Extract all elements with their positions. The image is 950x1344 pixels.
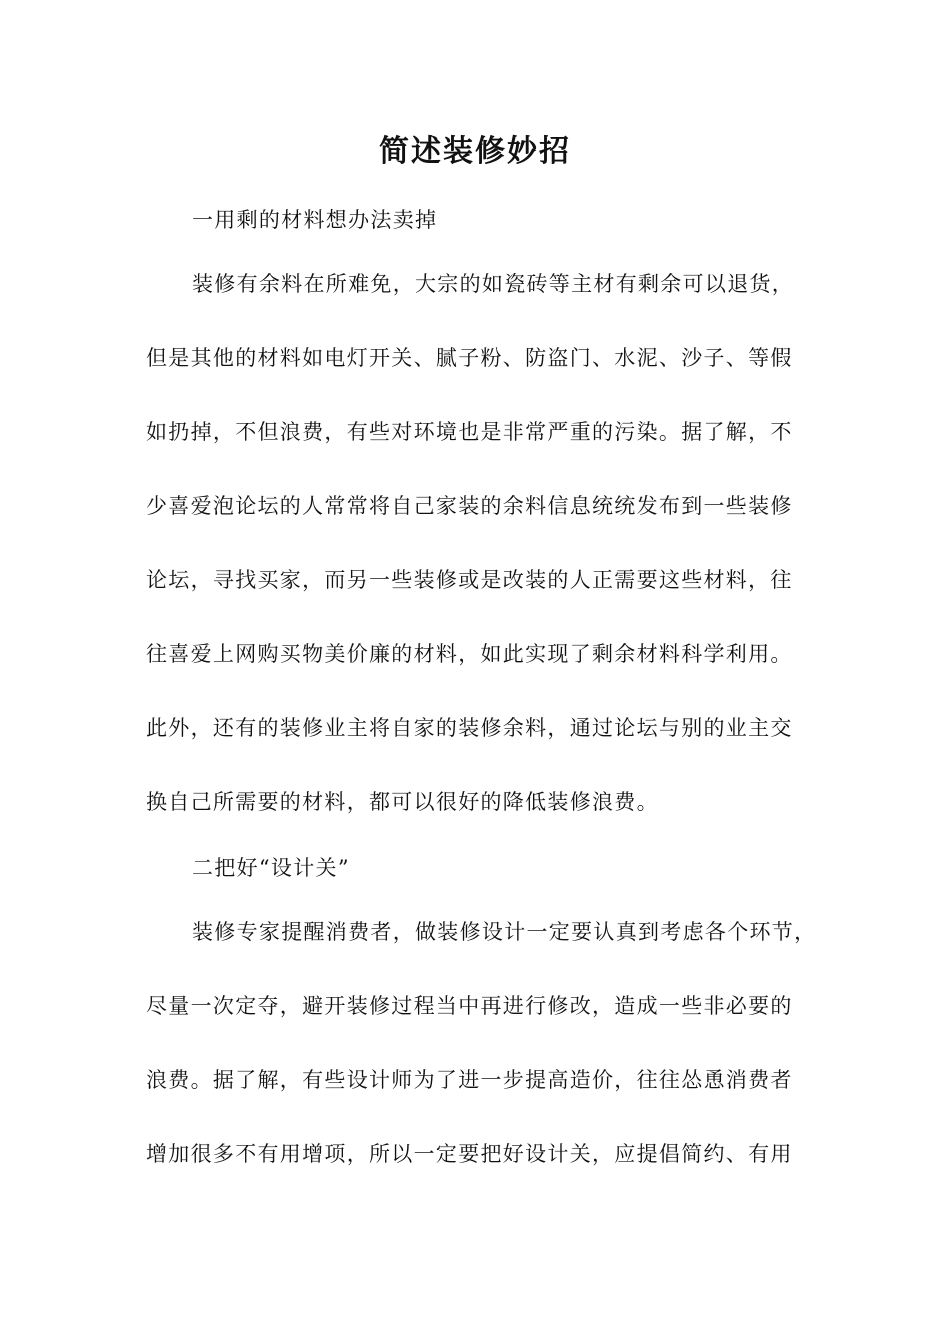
- paragraph-line: 如扔掉，不但浪费，有些对环境也是非常严重的污染。据了解，不: [146, 420, 793, 444]
- paragraph-line: 装修专家提醒消费者，做装修设计一定要认真到考虑各个环节，: [192, 920, 817, 944]
- paragraph-line: 尽量一次定夺，避开装修过程当中再进行修改，造成一些非必要的: [146, 994, 793, 1018]
- paragraph-line: 少喜爱泡论坛的人常常将自己家装的余料信息统统发布到一些装修: [146, 494, 793, 518]
- paragraph-line: 装修有余料在所难免，大宗的如瓷砖等主材有剩余可以退货，: [192, 272, 795, 296]
- paragraph-line: 增加很多不有用增项，所以一定要把好设计关，应提倡简约、有用: [146, 1142, 793, 1166]
- paragraph-line: 论坛，寻找买家，而另一些装修或是改装的人正需要这些材料，往: [146, 568, 793, 592]
- paragraph-line: 但是其他的材料如电灯开关、腻子粉、防盗门、水泥、沙子、等假: [146, 346, 793, 370]
- paragraph-line: 换自己所需要的材料，都可以很好的降低装修浪费。: [146, 790, 659, 814]
- paragraph-line: 往喜爱上网购买物美价廉的材料，如此实现了剩余材料科学利用。: [146, 642, 793, 666]
- section-heading-2: 二把好“设计关”: [192, 856, 350, 880]
- document-title: 简述装修妙招: [379, 134, 571, 169]
- paragraph-line: 浪费。据了解，有些设计师为了进一步提高造价，往往怂恿消费者: [146, 1068, 793, 1092]
- section-heading-1: 一用剩的材料想办法卖掉: [192, 208, 438, 232]
- paragraph-line: 此外，还有的装修业主将自家的装修余料，通过论坛与别的业主交: [146, 716, 793, 740]
